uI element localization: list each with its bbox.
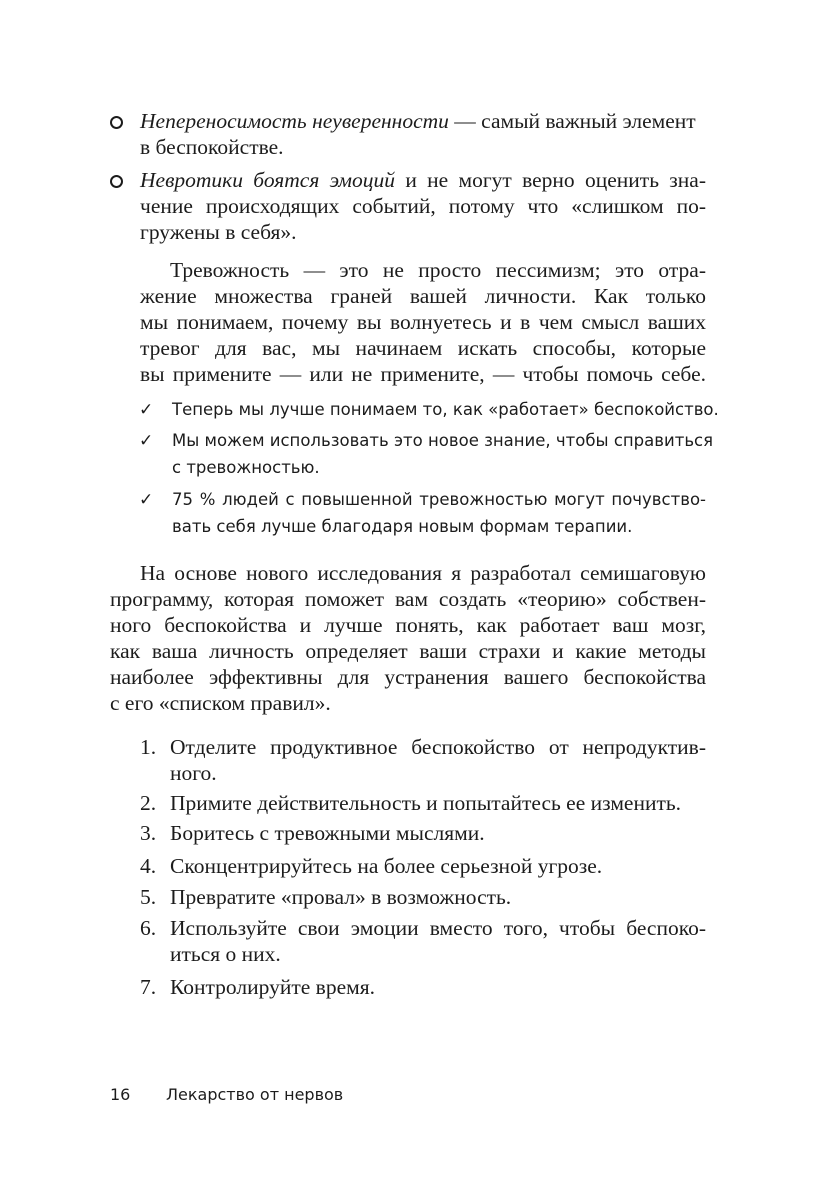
paragraph-line: как ваша личность определяет ваши страхи и какие методы [110, 639, 706, 663]
step-line: Превратите «провал» в возможность. [170, 885, 512, 909]
paragraph-line: На основе нового исследования я разработал семишаговую [140, 561, 706, 585]
checklist-line: вать себя лучше благодаря новым формам терапии. [172, 517, 633, 536]
paragraph-line: с его «списком правил». [110, 691, 331, 715]
step-number: 4. [140, 854, 157, 878]
checkmark-icon: ✓ [139, 431, 154, 451]
paragraph-line: наиболее эффективны для устранения вашего беспокойства [110, 665, 706, 689]
step-line: Контролируйте время. [170, 975, 375, 999]
running-title: Лекарство от нервов [166, 1085, 344, 1104]
step-number: 5. [140, 885, 157, 909]
step-line: Сконцентрируйтесь на более серьезной угрозе. [170, 854, 603, 878]
bullet-italic-term: Невротики боятся эмоций [140, 168, 396, 192]
step-line: Боритесь с тревожными мыслями. [170, 821, 485, 845]
step-line: Используйте свои эмоции вместо того, чтобы беспоко- [170, 916, 706, 940]
step-number: 3. [140, 821, 157, 845]
bullet-text: и не могут верно оценить зна- [395, 168, 706, 192]
checklist-line: 75 % людей с повышенной тревожностью могут почувство- [172, 490, 706, 509]
checklist-line: Теперь мы лучше понимаем то, как «работает» беспокойство. [172, 400, 719, 419]
step-number: 6. [140, 916, 157, 940]
step-number: 7. [140, 975, 157, 999]
step-line: Отделите продуктивное беспокойство от непродуктив- [170, 735, 706, 759]
checklist-line: с тревожностью. [172, 458, 320, 477]
step-line: иться о них. [170, 942, 281, 966]
paragraph-line: жение множества граней вашей личности. Как только [140, 284, 706, 308]
step-line: Примите действительность и попытайтесь ее изменить. [170, 791, 682, 815]
checklist-line: Мы можем использовать это новое знание, чтобы справиться [172, 431, 714, 450]
bullet-line [140, 167, 706, 193]
paragraph-line: Тревожность — это не просто пессимизм; это отра- [170, 258, 706, 282]
paragraph-line: вы примените — или не примените, — чтобы помочь себе. [140, 362, 706, 386]
bullet-line: чение происходящих событий, потому что «слишком по- [140, 194, 706, 218]
paragraph-line: программу, которая поможет вам создать «теорию» собствен- [110, 587, 706, 611]
step-number: 1. [140, 735, 157, 759]
bullet-line: гружены в себя». [140, 220, 297, 244]
step-line: ного. [170, 761, 217, 785]
bullet-italic-term: Непереносимость неуверенности [140, 109, 449, 133]
circle-bullet-icon [110, 116, 123, 129]
bullet-line [140, 108, 696, 134]
page-number: 16 [110, 1085, 131, 1104]
bullet-line: в беспокойстве. [140, 135, 284, 159]
paragraph-line: мы понимаем, почему вы волнуетесь и в чем смысл ваших [140, 310, 706, 334]
paragraph-line: тревог для вас, мы начинаем искать способы, которые [140, 336, 706, 360]
circle-bullet-icon [110, 175, 123, 188]
step-number: 2. [140, 791, 157, 815]
paragraph-line: ного беспокойства и лучше понять, как работает ваш мозг, [110, 613, 706, 637]
checkmark-icon: ✓ [139, 400, 154, 420]
bullet-text: — самый важный элемент [448, 109, 696, 133]
checkmark-icon: ✓ [139, 490, 154, 510]
